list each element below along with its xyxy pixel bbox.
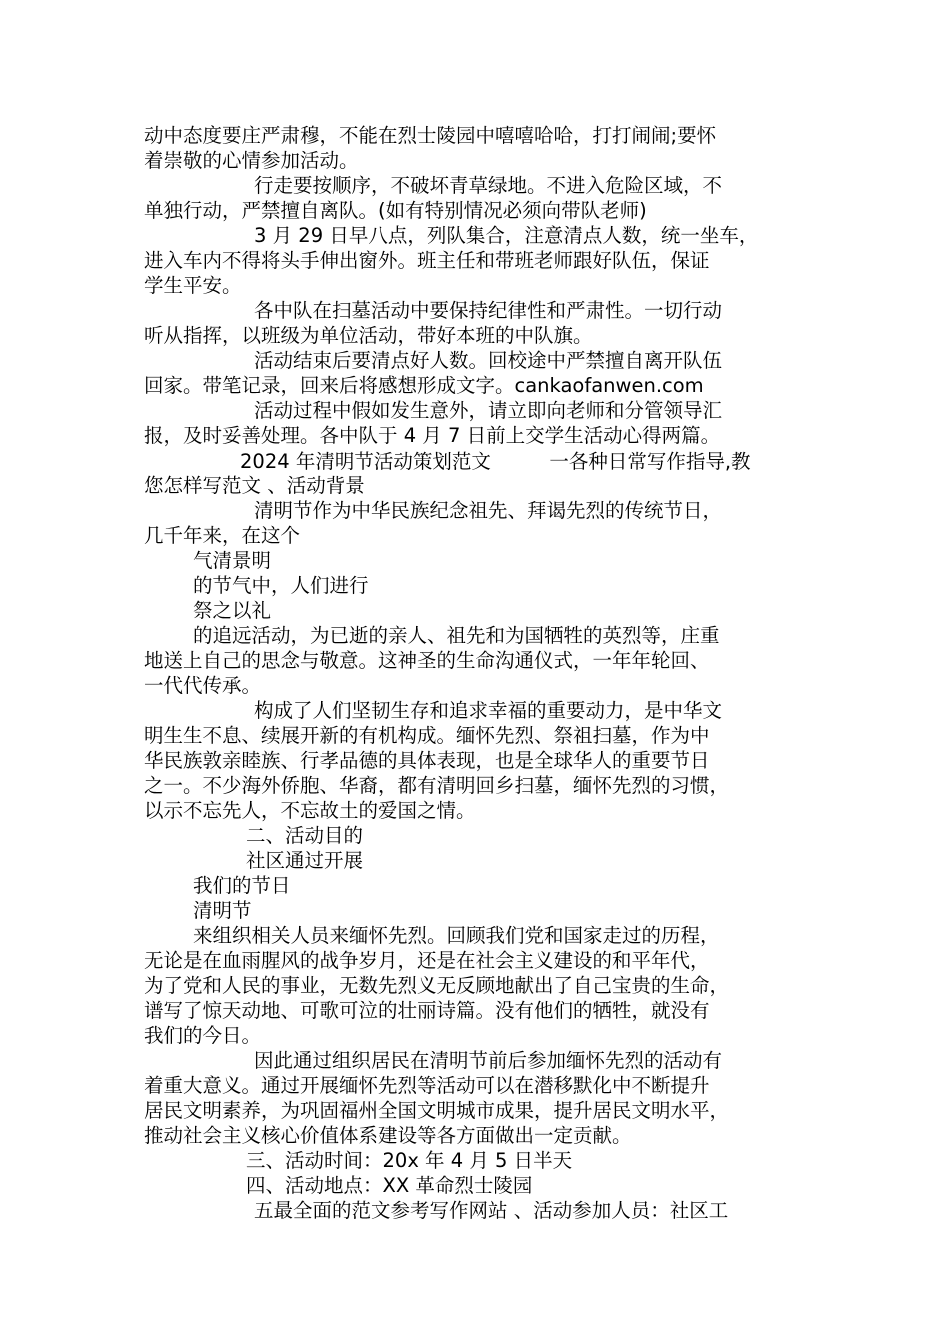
text-line: 报，及时妥善处理。各中队于 4 月 7 日前上交学生活动心得两篇。 [144, 424, 721, 447]
text-line: 进入车内不得将头手伸出窗外。班主任和带班老师跟好队伍，保证 [144, 249, 710, 272]
text-line: 来组织相关人员来缅怀先烈。回顾我们党和国家走过的历程， [193, 924, 720, 947]
text-line: 2024 年清明节活动策划范文 一各种日常写作指导,教 [240, 450, 751, 473]
text-line: 无论是在血雨腥风的战争岁月，还是在社会主义建设的和平年代， [144, 949, 710, 972]
text-line: 的节气中，人们进行 [193, 574, 369, 597]
text-line: 学生平安。 [144, 274, 242, 297]
text-line: 气清景明 [193, 549, 272, 572]
text-line: 单独行动，严禁擅自离队。(如有特别情况必须向带队老师) [144, 199, 647, 222]
text-line: 为了党和人民的事业，无数先烈义无反顾地献出了自己宝贵的生命， [144, 974, 730, 997]
text-line: 祭之以礼 [193, 599, 272, 622]
text-line: 3 月 29 日早八点，列队集合，注意清点人数，统一坐车， [254, 224, 759, 247]
text-line: 各中队在扫墓活动中要保持纪律性和严肃性。一切行动 [254, 299, 723, 322]
text-line: 地送上自己的思念与敬意。这神圣的生命沟通仪式，一年年轮回、 [144, 649, 710, 672]
text-line: 清明节作为中华民族纪念祖先、拜谒先烈的传统节日， [254, 499, 723, 522]
text-line: 行走要按顺序，不破坏青草绿地。不进入危险区域，不 [254, 174, 723, 197]
text-line: 一代代传承。 [144, 674, 262, 697]
text-line: 动中态度要庄严肃穆，不能在烈士陵园中嘻嘻哈哈，打打闹闹;要怀 [144, 124, 717, 147]
text-line: 明生生不息、续展开新的有机构成。缅怀先烈、祭祖扫墓，作为中 [144, 724, 710, 747]
text-line: 二、活动目的 [246, 824, 364, 847]
text-line: 您怎样写范文 、活动背景 [144, 474, 365, 497]
text-line: 着重大意义。通过开展缅怀先烈等活动可以在潜移默化中不断提升 [144, 1074, 710, 1097]
text-line: 推动社会主义核心价值体系建设等各方面做出一定贡献。 [144, 1124, 632, 1147]
text-line: 以示不忘先人，不忘故土的爱国之情。 [144, 799, 476, 822]
text-line: 几千年来，在这个 [144, 524, 301, 547]
text-line: 我们的今日。 [144, 1024, 262, 1047]
text-line: 回家。带笔记录，回来后将感想形成文字。cankaofanwen.com [144, 374, 704, 397]
text-line: 因此通过组织居民在清明节前后参加缅怀先烈的活动有 [254, 1049, 723, 1072]
text-line: 活动结束后要清点好人数。回校途中严禁擅自离开队伍 [254, 349, 723, 372]
text-line: 之一。不少海外侨胞、华裔，都有清明回乡扫墓，缅怀先烈的习惯， [144, 774, 730, 797]
text-line: 四、活动地点：XX 革命烈士陵园 [246, 1174, 533, 1197]
text-line: 三、活动时间：20x 年 4 月 5 日半天 [246, 1149, 573, 1172]
text-line: 我们的节日 [193, 874, 291, 897]
text-line: 活动过程中假如发生意外，请立即向老师和分管领导汇 [254, 399, 723, 422]
text-line: 清明节 [193, 899, 252, 922]
text-line: 华民族敦亲睦族、行孝品德的具体表现，也是全球华人的重要节日 [144, 749, 710, 772]
text-line: 听从指挥，以班级为单位活动，带好本班的中队旗。 [144, 324, 593, 347]
text-line: 五最全面的范文参考写作网站 、活动参加人员：社区工 [254, 1199, 729, 1222]
text-line: 的追远活动，为已逝的亲人、祖先和为国牺牲的英烈等，庄重 [193, 624, 720, 647]
text-line: 社区通过开展 [246, 849, 364, 872]
text-line: 谱写了惊天动地、可歌可泣的壮丽诗篇。没有他们的牺牲，就没有 [144, 999, 710, 1022]
text-line: 居民文明素养，为巩固福州全国文明城市成果，提升居民文明水平， [144, 1099, 730, 1122]
text-line: 着崇敬的心情参加活动。 [144, 149, 359, 172]
text-line: 构成了人们坚韧生存和追求幸福的重要动力，是中华文 [254, 699, 723, 722]
